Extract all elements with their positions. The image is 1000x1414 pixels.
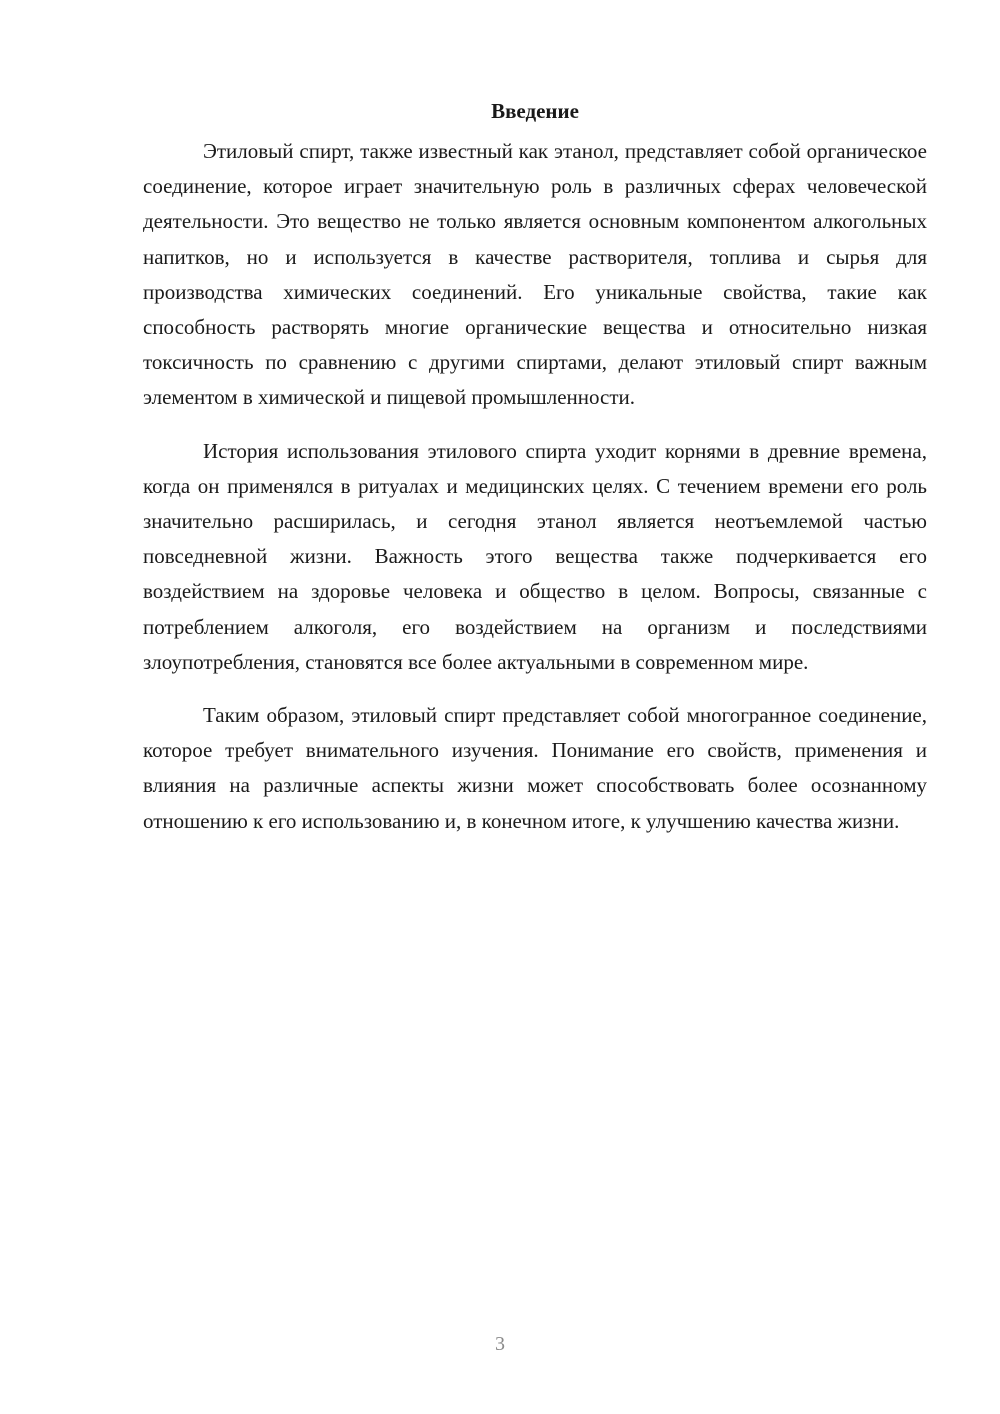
page-number: 3 [495,1333,505,1355]
page-content [143,92,927,839]
paragraph-1: Этиловый спирт, также известный как этанол, представляет собой органическое соединение, которое играет значительную роль в различных сферах человеческой деятельности. Это вещество не только является основным компонентом алкогольных напитков, но и используется в качестве растворителя, топлива и сырья для производства химических соединений. Его уникальные свойства, такие как способность растворять многие органические вещества и относительно низкая токсичность по сравнению с другими спиртами, делают этиловый спирт важным элементом в химической и пищевой промышленности. [143,139,927,410]
paragraph-3: Таким образом, этиловый спирт представляет собой многогранное соединение, которое требует внимательного изучения. Понимание его свойств, применения и влияния на различные аспекты жизни может способствовать более осознанному отношению к его использованию и, в конечном итоге, к улучшению качества жизни. [143,703,927,833]
section-heading: Введение [491,99,579,123]
paragraph-2: История использования этилового спирта уходит корнями в древние времена, когда он применялся в ритуалах и медицинских целях. С течением времени его роль значительно расширилась, и сегодня этанол является неотъемлемой частью повседневной жизни. Важность этого вещества также подчеркивается его воздействием на здоровье человека и общество в целом. Вопросы, связанные с потреблением алкоголя, его воздействием на организм и последствиями злоупотребления, становятся все более актуальными в современном мире. [143,438,927,674]
